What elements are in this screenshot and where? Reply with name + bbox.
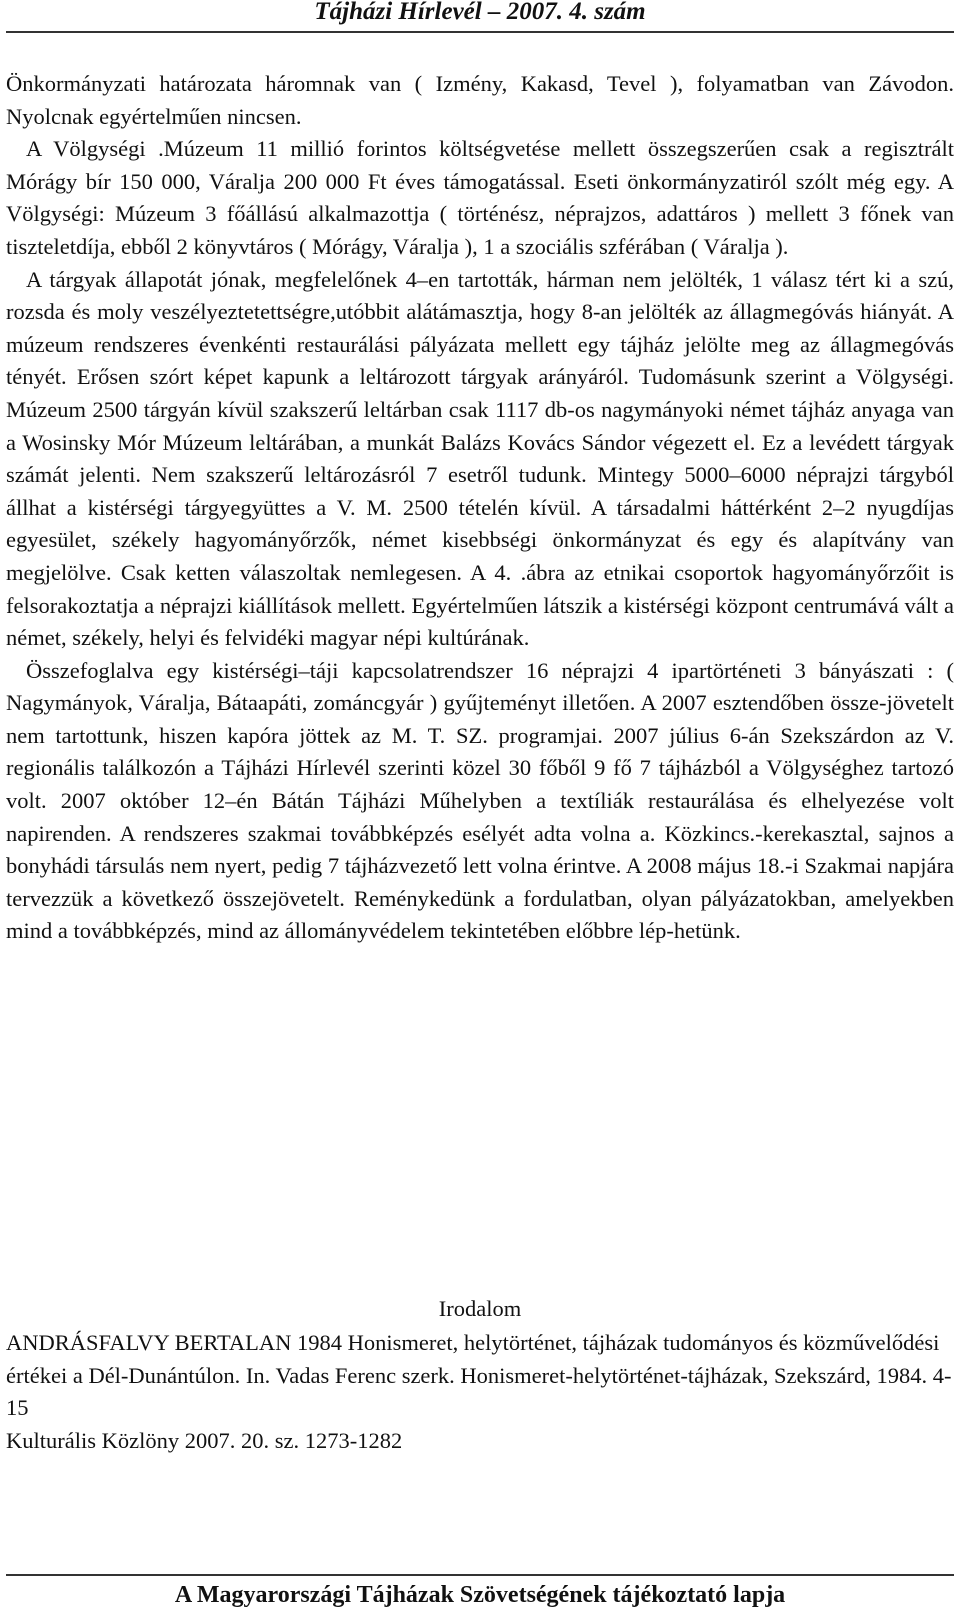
references-heading: Irodalom: [438, 1296, 522, 1321]
body-paragraph-1: Önkormányzati határozata háromnak van ( Izmény, Kakasd, Tevel ), folyamatban van Závodon. Nyolcnak egyértelműen nincsen.: [6, 71, 954, 129]
article-body: [6, 68, 954, 948]
page-footer: A Magyarországi Tájházak Szövetségének tájékoztató lapja: [174, 1582, 786, 1608]
header-divider: [6, 31, 954, 33]
references-list: [6, 1327, 954, 1457]
document-page: [6, 0, 954, 1613]
footer-divider: [6, 1574, 954, 1576]
body-paragraph-4: Összefoglalva egy kistérségi–táji kapcsolatrendszer 16 néprajzi 4 ipartörténeti 3 bányászati : ( Nagymányok, Váralja, Bátaapáti, zománcgyár ) gyűjteményt illetően. A 2007 esztendőben össze-jövetelt nem tartottunk, hiszen kapóra jöttek az M. T. SZ. programjai. 2007 július 6-án Szekszárdon az V. regionális találkozón a Tájházi Hírlevél szerinti közel 30 főből 9 fő 7 tájházból a Völgységhez tartozó volt. 2007 október 12–én Bátán Tájházi Műhelyben a textíliák restaurálása és elhelyezése volt napirenden. A rendszeres szakmai továbbképzés esélyét adta volna a. Közkincs.-kerekasztal, sajnos a bonyhádi társulás nem nyert, pedig 7 tájházvezető lett volna érintve. A 2008 május 18.-i Szakmai napjára tervezzük a következő összejövetelt. Reménykedünk a fordulatban, olyan pályázatokban, amelyekben mind a továbbképzés, mind az állományvédelem tekintetében előbbre lép-hetünk.: [6, 657, 954, 944]
body-paragraph-2: A Völgységi .Múzeum 11 millió forintos költségvetése mellett összegszerűen csak a regisztrált Mórágy bír 150 000, Váralja 200 000 Ft éves támogatással. Eseti önkormányzatiról szólt még egy. A Völgységi: Múzeum 3 főállású alkalmazottja ( történész, néprajzos, adattáros ) mellett 3 főnek van tiszteletdíja, ebből 2 könyvtáros ( Mórágy, Váralja ), 1 a szociális szférában ( Váralja ).: [6, 136, 954, 259]
reference-item-2: Kulturális Közlöny 2007. 20. sz. 1273-1282: [6, 1427, 403, 1453]
body-paragraph-3: A tárgyak állapotát jónak, megfelelőnek 4–en tartották, hárman nem jelölték, 1 válasz tért ki a szú, rozsda és moly veszélyeztetettségre,utóbbit alátámasztja, hogy 8-an jelölték az állagmegóvás hiányát. A múzeum rendszeres évenkénti restaurálási pályázata mellett egy tájház jelölte meg az állagmegóvás tényét. Erősen szórt képet kapunk a leltározott tárgyak arányáról. Tudomásunk szerint a Völgységi. Múzeum 2500 tárgyán kívül szakszerű leltárban csak 1117 db-os nagymányoki német tájház anyaga van a Wosinsky Mór Múzeum leltárában, a munkát Balázs Kovács Sándor végezett el. Ez a levédett tárgyak számát jelenti. Nem szakszerű leltározásról 7 esetről tudunk. Mintegy 5000–6000 néprajzi tárgyból állhat a kistérségi tárgyegyüttes a V. M. 2500 tételén kívül. A társadalmi háttérként 2–2 nyugdíjas egyesület, székely hagyományőrzők, német kisebbségi önkormányzat és egy és alapítvány van megjelölve. Csak ketten válaszoltak nemlegesen. A 4. .ábra az etnikai csoportok hagyományőrzőit is felsorakoztatja a néprajzi kiállítások mellett. Egyértelműen látszik a kistérségi központ centrumává vált a német, székely, helyi és felvidéki magyar népi kultúrának.: [6, 266, 954, 651]
reference-item-1: ANDRÁSFALVY BERTALAN 1984 Honismeret, helytörténet, tájházak tudományos és közművelődési értékei a Dél-Dunántúlon. In. Vadas Ferenc szerk. Honismeret-helytörténet-tájházak, Szekszárd, 1984. 4-15: [6, 1330, 952, 1421]
page-header-title: Tájházi Hírlevél – 2007. 4. szám: [314, 0, 646, 25]
